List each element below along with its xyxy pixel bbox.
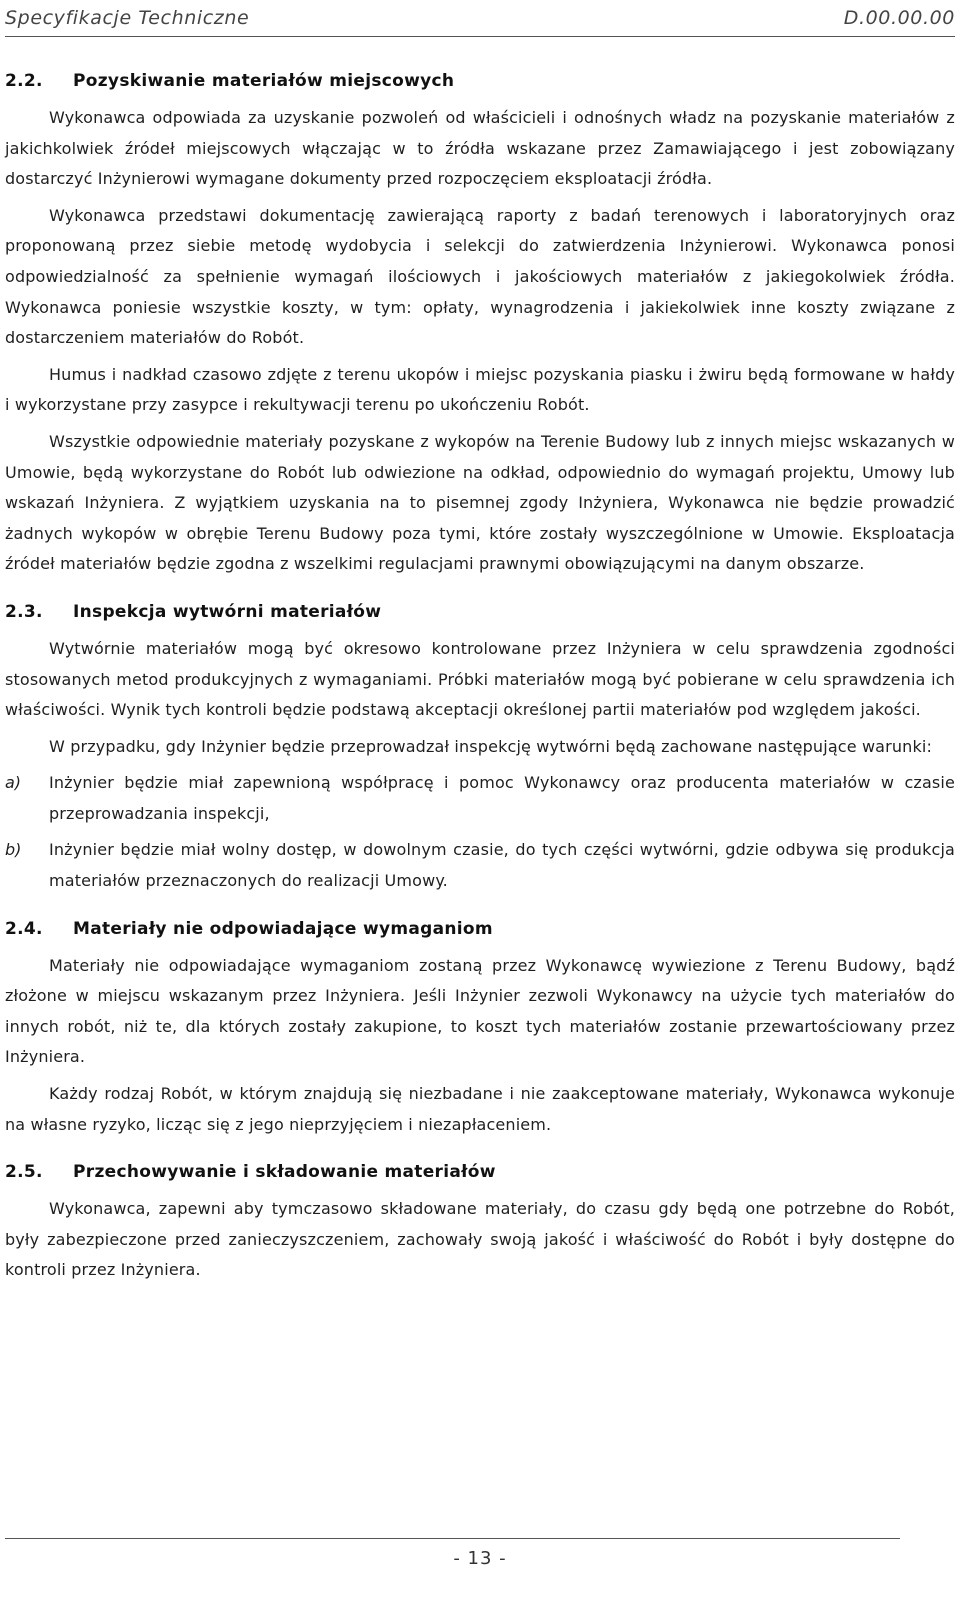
list-item xyxy=(5,835,955,896)
paragraph: Wykonawca, zapewni aby tymczasowo składowane materiały, do czasu gdy będą one potrzebne do Robót, były zabezpieczone przed zanieczyszczeniem, zachowały swoją jakość i właściwość do Robót i były dostępne do kontroli przez Inżyniera. xyxy=(5,1199,955,1280)
section-2-4 xyxy=(5,913,955,1141)
section-heading xyxy=(5,1156,955,1188)
paragraph: Wykonawca odpowiada za uzyskanie pozwoleń od właścicieli i odnośnych władz na pozyskanie materiałów z jakichkolwiek źródeł miejscowych włączając w to źródła wskazane przez Zamawiającego i jest zobowiązany dostarczyć Inżynierowi wymagane dokumenty przed rozpoczęciem eksploatacji źródła. xyxy=(5,108,955,189)
list-item-label: a) xyxy=(5,773,22,793)
section-2-2 xyxy=(5,65,955,580)
section-heading xyxy=(5,596,955,628)
paragraph: Wytwórnie materiałów mogą być okresowo kontrolowane przez Inżyniera w celu sprawdzenia zgodności stosowanych metod produkcyjnych z wymaganiami. Próbki materiałów mogą być pobierane w celu sprawdzenia ich właściwości. Wynik tych kontroli będzie podstawą akceptacji określonej partii materiałów pod względem jakości. xyxy=(5,638,955,720)
document-body xyxy=(5,65,955,1292)
section-number: 2.2. xyxy=(5,71,43,91)
footer-rule xyxy=(5,1538,900,1539)
paragraph: Każdy rodzaj Robót, w którym znajdują się niezbadane i nie zaakceptowane materiały, Wykonawca wykonuje na własne ryzyko, licząc się z jego nieprzyjęciem i niezapłaceniem. xyxy=(5,1084,955,1134)
document-title: Specyfikacje Techniczne xyxy=(5,7,250,29)
section-number: 2.4. xyxy=(5,918,43,939)
section-title: Materiały nie odpowiadające wymaganiom xyxy=(73,918,493,939)
list-item xyxy=(5,768,955,829)
section-heading xyxy=(5,65,955,97)
section-title: Przechowywanie i składowanie materiałów xyxy=(73,1162,496,1183)
section-title: Inspekcja wytwórni materiałów xyxy=(73,601,382,622)
section-heading xyxy=(5,913,955,945)
paragraph: Materiały nie odpowiadające wymaganiom zostaną przez Wykonawcę wywiezione z Terenu Budowy, bądź złożone w miejscu wskazanym przez Inżyniera. Jeśli Inżynier zezwoli Wykonawcy na użycie tych materiałów do innych robót, niż te, dla których zostały zakupione, to koszt tych materiałów zostanie przewartościowany przez Inżyniera. xyxy=(5,955,955,1067)
section-number: 2.5. xyxy=(5,1162,43,1183)
list-item-label: b) xyxy=(5,840,22,860)
document-code: D.00.00.00 xyxy=(843,7,955,29)
section-2-3 xyxy=(5,596,955,897)
running-header xyxy=(5,0,955,37)
section-number: 2.3. xyxy=(5,601,43,622)
paragraph: Wszystkie odpowiednie materiały pozyskane z wykopów na Terenie Budowy lub z innych miejsc wskazanych w Umowie, będą wykorzystane do Robót lub odwiezione na odkład, odpowiednio do wymagań projektu, Umowy lub wskazań Inżyniera. Z wyjątkiem uzyskania na to pisemnej zgody Inżyniera, Wykonawca nie będzie prowadzić żadnych wykopów w obrębie Terenu Budowy poza tymi, które zostały wyszczególnione w Umowie. Eksploatacja źródeł materiałów będzie zgodna z wszelkimi regulacjami prawnymi obowiązującymi na danym obszarze. xyxy=(5,431,955,574)
paragraph: Humus i nadkład czasowo zdjęte z terenu ukopów i miejsc pozyskania piasku i żwiru będą formowane w hałdy i wykorzystane przy zasypce i rekultywacji terenu po ukończeniu Robót. xyxy=(5,364,955,415)
paragraph: W przypadku, gdy Inżynier będzie przeprowadzał inspekcję wytwórni będą zachowane następujące warunki: xyxy=(49,736,933,756)
paragraph: Wykonawca przedstawi dokumentację zawierającą raporty z badań terenowych i laboratoryjnych oraz proponowaną przez siebie metodę wydobycia i selekcji do zatwierdzenia Inżynierowi. Wykonawca ponosi odpowiedzialność za spełnienie wymagań ilościowych i jakościowych materiałów z jakiegokolwiek źródła. Wykonawca poniesie wszystkie koszty, w tym: opłaty, wynagrodzenia i jakiekolwiek inne koszty związane z dostarczeniem materiałów do Robót. xyxy=(5,205,955,348)
section-title: Pozyskiwanie materiałów miejscowych xyxy=(73,71,455,91)
section-2-5 xyxy=(5,1156,955,1286)
list-item-text: Inżynier będzie miał wolny dostęp, w dowolnym czasie, do tych części wytwórni, gdzie odbywa się produkcja materiałów przeznaczonych do realizacji Umowy. xyxy=(49,840,955,891)
list-item-text: Inżynier będzie miał zapewnioną współpracę i pomoc Wykonawcy oraz producenta materiałów w czasie przeprowadzania inspekcji, xyxy=(49,773,955,823)
page-number: - 13 - xyxy=(453,1548,507,1569)
